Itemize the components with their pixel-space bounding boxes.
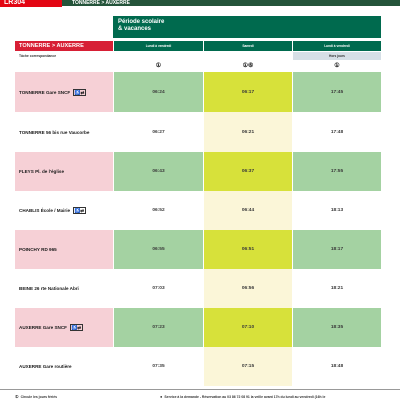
accessibility-connection-icon: ♿⇄ — [71, 325, 82, 330]
stop-label — [15, 230, 113, 269]
time-cell: 06:52 — [152, 208, 165, 213]
legend-holidays — [15, 394, 57, 399]
column-symbol-weekday: ① — [155, 63, 162, 69]
column-header-weekday-evening: Lundi à vendredi — [293, 41, 381, 51]
time-cell: 07:10 — [204, 308, 292, 347]
time-cell: 06:56 — [204, 269, 292, 308]
time-cell: 07:03 — [152, 286, 165, 291]
accessibility-connection-icon: ♿⇄ — [74, 208, 85, 213]
period-line-2: & vacances — [118, 25, 152, 32]
line-logo: LR304 — [0, 0, 62, 7]
time-cell: 06:21 — [204, 112, 292, 152]
column-symbol-saturday: ①⑥ — [242, 63, 254, 69]
stop-label — [15, 191, 113, 230]
stop-name: FLEYS Pl. de l'église — [19, 169, 65, 174]
stop-label — [15, 152, 113, 191]
time-cell: 06:51 — [204, 230, 292, 269]
time-cell: 06:24 — [114, 72, 203, 112]
period-header — [113, 16, 381, 38]
time-cell: 17:55 — [293, 152, 381, 191]
time-cell: 18:17 — [293, 230, 381, 269]
legend-footer — [0, 389, 400, 401]
column-subheader-saturday — [204, 52, 292, 60]
time-cell: 07:15 — [204, 347, 292, 386]
time-cell: 06:43 — [114, 152, 203, 191]
time-cell: 06:37 — [204, 152, 292, 191]
stop-label — [15, 269, 113, 308]
stop-name: AUXERRE Gare routière — [19, 364, 72, 369]
time-cell: 18:48 — [330, 364, 344, 369]
stop-name: TONNERRE 56 bis rue Vaucorbe — [19, 129, 90, 135]
time-cell: 18:21 — [330, 286, 344, 291]
circled-one-icon: ① — [15, 394, 19, 399]
column-subheader-holidays: Hors jours — [293, 52, 381, 60]
column-subheader-weekday — [114, 52, 203, 60]
stop-name: CHABLIS École / Mairie — [19, 208, 71, 213]
column-header-weekday: Lundi à vendredi — [114, 41, 203, 51]
route-direction-label: TONNERRE > AUXERRE — [15, 41, 113, 51]
time-cell: 18:35 — [293, 308, 381, 347]
stop-name: POINCHY RD 965 — [19, 247, 57, 252]
time-cell: 18:13 — [330, 208, 344, 213]
time-cell: 07:35 — [152, 364, 165, 369]
time-cell: 17:48 — [330, 129, 344, 135]
stop-name: BEINE 26 rte Nationale Abri — [19, 286, 79, 291]
stop-label — [15, 347, 113, 386]
stop-label — [15, 72, 113, 112]
legend-on-demand-text: Service à la demande - Réservation au 03 86 72 08 91 la veille avant 17h du lundi au vendredi (16h le — [164, 395, 326, 399]
column-header-saturday: Samedi — [204, 41, 292, 51]
stop-label — [15, 112, 113, 152]
column-symbol-weekday-evening: ① — [334, 63, 340, 69]
period-line-1: Période scolaire — [118, 19, 165, 25]
top-bar-title: TONNERRE > AUXERRE — [72, 0, 130, 6]
connection-subheader: Tâche correspondance — [19, 54, 57, 58]
time-cell: 06:17 — [204, 72, 292, 112]
phone-icon: ● — [160, 394, 163, 399]
time-cell: 06:55 — [114, 230, 203, 269]
accessibility-connection-icon: ♿⇄ — [74, 89, 85, 95]
stop-label — [15, 308, 113, 347]
stop-name: AUXERRE Gare SNCF — [19, 325, 67, 330]
legend-on-demand — [160, 394, 325, 399]
stop-name: TONNERRE Gare SNCF — [19, 89, 71, 95]
time-cell: 17:45 — [293, 72, 381, 112]
time-cell: 07:23 — [114, 308, 203, 347]
time-cell: 06:27 — [152, 129, 165, 135]
time-cell: 06:44 — [204, 191, 292, 230]
legend-holidays-text: Circule les jours fériés — [20, 395, 57, 399]
